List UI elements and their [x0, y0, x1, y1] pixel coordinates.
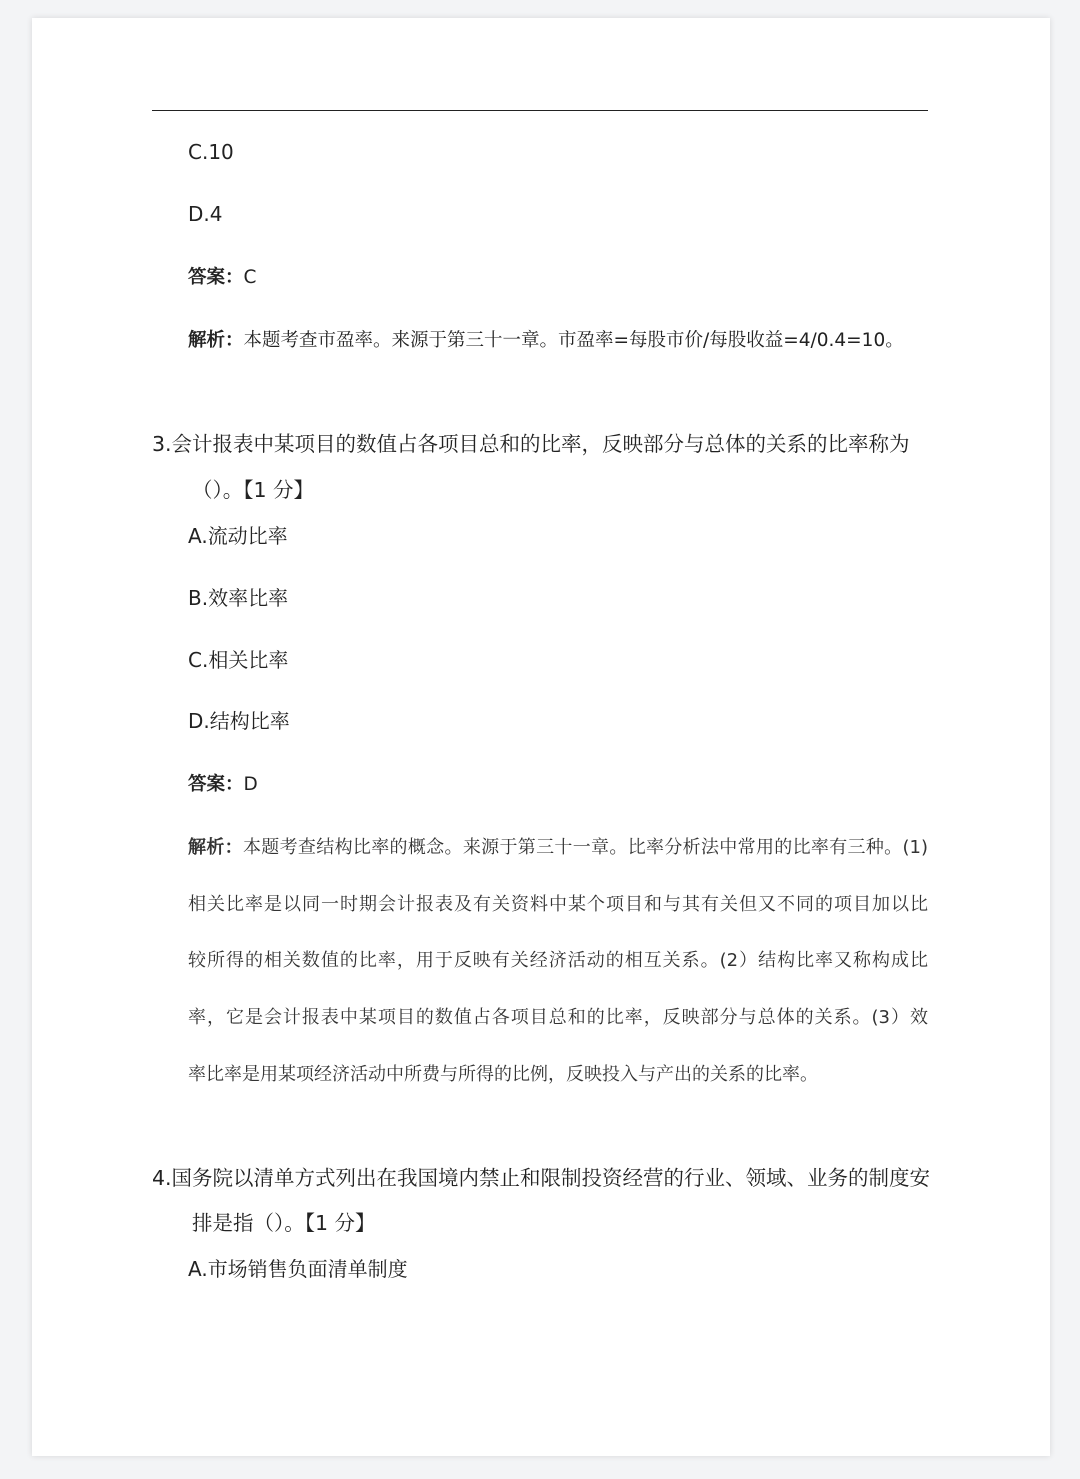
q2-option-c: C.10 [188, 140, 234, 164]
answer-value: D [243, 774, 258, 795]
q3-option-d: D.结构比率 [188, 709, 290, 733]
q4-stem-line2: 排是指（）。【1 分】 [192, 1211, 376, 1235]
q3-option-c: C.相关比率 [188, 648, 289, 672]
analysis-label: 解析： [188, 330, 244, 351]
q4-option-a: A.市场销售负面清单制度 [188, 1257, 408, 1281]
q2-analysis [188, 332, 904, 351]
q3-analysis-line3: 较所得的相关数值的比率，用于反映有关经济活动的相互关系。(2）结构比率又称构成比 [188, 950, 928, 971]
q2-option-d: D.4 [188, 202, 223, 226]
analysis-text: 本题考查市盈率。来源于第三十一章。市盈率=每股市价/每股收益=4/0.4=10。 [243, 330, 904, 351]
q3-option-b: B.效率比率 [188, 586, 289, 610]
answer-label: 答案： [188, 267, 244, 288]
analysis-label: 解析： [188, 837, 243, 858]
document-page [32, 18, 1050, 1456]
q3-stem-line1: 3.会计报表中某项目的数值占各项目总和的比率，反映部分与总体的关系的比率称为 [152, 432, 910, 456]
q2-answer [188, 269, 256, 288]
q3-stem-line2: （）。【1 分】 [192, 478, 315, 502]
horizontal-divider [152, 110, 928, 111]
q3-analysis-line4: 率，它是会计报表中某项目的数值占各项目总和的比率，反映部分与总体的关系。(3）效 [188, 1007, 928, 1028]
answer-value: C [243, 267, 257, 288]
answer-label: 答案： [188, 774, 244, 795]
analysis-text: 本题考查结构比率的概念。来源于第三十一章。比率分析法中常用的比率有三种。(1) [242, 837, 929, 858]
q3-analysis-line1 [188, 839, 928, 857]
q4-stem-line1: 4.国务院以清单方式列出在我国境内禁止和限制投资经营的行业、领域、业务的制度安 [152, 1166, 931, 1190]
q3-analysis-line5: 率比率是用某项经济活动中所费与所得的比例，反映投入与产出的关系的比率。 [188, 1064, 818, 1085]
q3-option-a: A.流动比率 [188, 524, 288, 548]
q3-answer [188, 776, 258, 795]
q3-analysis-line2: 相关比率是以同一时期会计报表及有关资料中某个项目和与其有关但又不同的项目加以比 [188, 894, 928, 915]
